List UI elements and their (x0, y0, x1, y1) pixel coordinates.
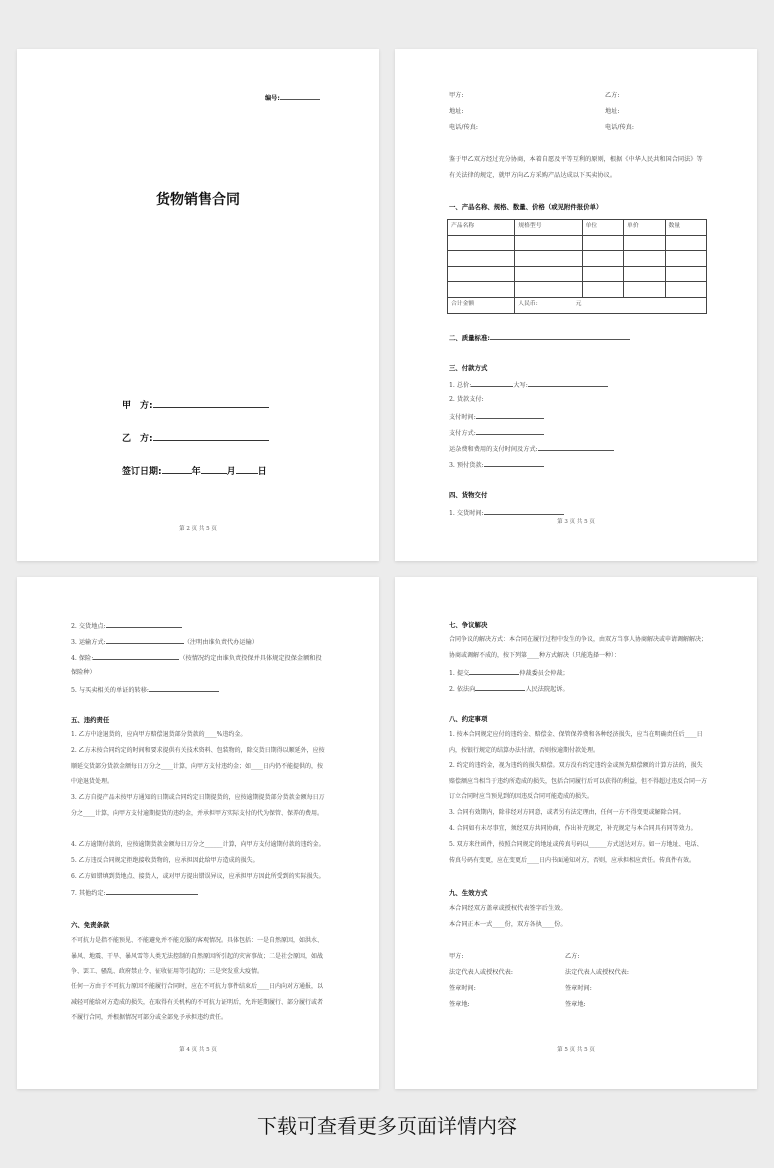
agreement-item-4: 4. 合同如有未尽事宜，须经双方共同协商，作出补充规定，补充规定与本合同具有同等效力。 (449, 825, 697, 832)
table-row (448, 297, 707, 313)
pay-method-line: 支付方式: (449, 428, 544, 438)
section-1-heading: 一、产品名称、规格、数量、价格（或见附件报价单） (449, 203, 603, 211)
page-number: 第 5 页 共 5 页 (557, 1047, 595, 1053)
effect-line-1: 本合同经双方盖章或授权代表签字后生效。 (449, 905, 567, 912)
table-cell (665, 282, 707, 298)
page-number: 第 3 页 共 5 页 (557, 519, 595, 525)
sign-place-a: 签章地: (449, 1001, 470, 1008)
table-cell (624, 251, 665, 267)
table-cell (448, 251, 515, 267)
table-cell (665, 235, 707, 251)
table-row (448, 266, 707, 282)
rep-b-label: 法定代表人或授权代表: (565, 969, 629, 976)
table-cell (448, 266, 515, 282)
table-cell (515, 251, 582, 267)
breach-clause-4: 4. 乙方逾期付款的，应按逾期货款金额每日万分之______计算，向甲方支付逾期付款的违约金。 (71, 841, 325, 848)
table-cell (624, 266, 665, 282)
sign-time-b: 签章时间: (565, 985, 592, 992)
page-number: 第 2 页 共 5 页 (179, 526, 217, 532)
effect-line-2: 本合同正本一式____份，双方各执____份。 (449, 921, 567, 928)
force-majeure-1: 不可抗力是指不能预见、不能避免并不能克服的客观情况。具体包括：一是自然原因，如洪水、暴风、地震、干旱、暴风雪等人类无法控制的自然原因所引起的灾害事故；二是社会原因，如战争、罢工、骚乱、政府禁止令、征收征用等引起的；三是突发重大疫情。 (71, 937, 324, 975)
pay-time-line: 支付时间: (449, 412, 544, 422)
section-4-heading: 四、货物交付 (449, 491, 488, 499)
pay-item-2: 2. 货款支付: (449, 396, 484, 403)
table-cell (515, 235, 582, 251)
table-header-cell: 数量 (665, 220, 707, 236)
page-cover (17, 49, 379, 561)
intro-line-2: 有关法律的规定，就甲方向乙方采购产品达成以下买卖协议。 (449, 172, 617, 179)
documents-line: 5. 与买卖相关的单证的转移: (71, 685, 219, 695)
party-a-label: 甲方: (449, 92, 464, 99)
table-cell (582, 235, 623, 251)
transport-line: 3. 运输方式: （注明由谁负责代办运输） (71, 639, 258, 646)
breach-clause-2: 2. 乙方未按合同约定的时间和要求提供有关技术资料、包装物的，除交货日期得以顺延外，应按顺延交货部分货款金额每日万分之____计算，向甲方支付违约金；如____日内仍不能提供的，按中途退货处理。 (71, 747, 325, 785)
section-6-heading: 六、免责条款 (71, 921, 110, 929)
phone-a-label: 电话/传真: (449, 124, 478, 131)
page-terms-2 (17, 577, 379, 1089)
agreement-item-3: 3. 合同有效期内，除非经对方同意，或者另有法定理由，任何一方不得变更或解除合同。 (449, 809, 685, 816)
table-cell (665, 266, 707, 282)
section-3-heading: 三、付款方式 (449, 364, 488, 372)
section-7-heading: 七、争议解决 (449, 621, 488, 629)
table-cell (624, 282, 665, 298)
table-cell (582, 251, 623, 267)
party-b-label: 乙方: (605, 92, 620, 99)
table-cell (665, 251, 707, 267)
dispute-option-1: 1. 提交 仲裁委员会仲裁； (449, 670, 569, 677)
breach-clause-7: 7. 其他约定: (71, 888, 198, 898)
table-row (448, 220, 707, 236)
phone-b-label: 电话/传真: (605, 124, 634, 131)
page-terms-3 (395, 577, 757, 1089)
table-row (448, 282, 707, 298)
sign-time-a: 签章时间: (449, 985, 476, 992)
insurance-line-2: 保险种） (71, 669, 96, 676)
breach-clause-1: 1. 乙方中途退货的，应向甲方赔偿退货部分货款的____%违约金。 (71, 731, 247, 738)
table-cell (582, 282, 623, 298)
section-5-heading: 五、违约责任 (71, 716, 110, 724)
page-number: 第 4 页 共 5 页 (179, 1047, 217, 1053)
table-cell (448, 282, 515, 298)
intro-line-1: 鉴于甲乙双方经过充分协商，本着自愿及平等互利的原则，根据《中华人民共和国合同法》等 (449, 156, 703, 163)
table-header-cell: 规格型号 (515, 220, 582, 236)
sign-party-b: 乙方: (565, 953, 580, 960)
table-row (448, 251, 707, 267)
address-a-label: 地址: (449, 108, 464, 115)
total-label-cell: 合计金额 (448, 297, 515, 313)
insurance-line: 4. 保险: （按情况约定由谁负责投保并具体规定投保金额和投 (71, 655, 322, 662)
sign-party-a: 甲方: (449, 953, 464, 960)
table-header-cell: 单价 (624, 220, 665, 236)
table-cell (582, 266, 623, 282)
breach-clause-6: 6. 乙方如错填到货地点、接货人，或对甲方提出错误异议，应承担甲方因此所受到的实际损失。 (71, 873, 325, 880)
page-terms-1 (395, 49, 757, 561)
pay-total-line: 1. 总价: 大写: (449, 380, 608, 390)
product-table (447, 219, 707, 314)
pay-freight-line: 运杂费和费用的支付时间及方式: (449, 444, 614, 454)
table-cell (515, 282, 582, 298)
breach-clause-3: 3. 乙方自提产品未按甲方通知的日期或合同约定日期提货的，应按逾期提货部分货款金额每日万分之____计算，向甲方支付逾期提货的违约金，并承担甲方实际支付的代为保管、保养的费用。 (71, 794, 325, 817)
sign-date-line: 签订日期: 年 月 日 (122, 464, 267, 477)
agreement-item-1: 1. 按本合同规定应付的违约金、赔偿金、保管保养费和各种经济损失，应当在明确责任后____日内，按银行规定的结算办法付清，否则按逾期付款处理。 (449, 731, 703, 754)
party-b-line: 乙 方: (122, 431, 269, 444)
table-cell (515, 266, 582, 282)
table-cell (448, 235, 515, 251)
contract-number: 编号: (265, 93, 320, 103)
party-a-line: 甲 方: (122, 398, 269, 411)
table-header-cell: 产品名称 (448, 220, 515, 236)
delivery-place-line: 2. 交货地点: (71, 621, 182, 631)
agreement-item-5: 5. 双方来往函件，按照合同规定的地址或传真号码以______方式送达对方。如一方地址、电话、传真号码有变更，应在变更后____日内书面通知对方，否则，应承担相应责任。传真件有效。 (449, 841, 703, 864)
section-8-heading: 八、约定事项 (449, 715, 488, 723)
section-2-heading: 二、质量标准: (449, 333, 630, 342)
sign-place-b: 签章地: (565, 1001, 586, 1008)
rep-a-label: 法定代表人或授权代表: (449, 969, 513, 976)
address-b-label: 地址: (605, 108, 620, 115)
contract-title: 货物销售合同 (156, 192, 240, 208)
table-row (448, 235, 707, 251)
force-majeure-2: 任何一方由于不可抗力原因不能履行合同时，应在不可抗力事件结束后____日内向对方通报，以减轻可能给对方造成的损失，在取得有关机构的不可抗力证明后，允许延期履行、部分履行或者不履行合同，并根据情况可部分或全部免予承担违约责任。 (71, 983, 324, 1021)
pay-item-3: 3. 预付货款: (449, 460, 544, 470)
agreement-item-2: 2. 约定的违约金，视为违约的损失赔偿。双方没有约定违约金或预先赔偿额的计算方法的，损失赔偿额应当相当于违约所造成的损失，包括合同履行后可以获得的利益，但不得超过违反合同一方订立合同时应当预见到的因违反合同可能造成的损失。 (449, 762, 708, 800)
dispute-option-2: 2. 依法向 人民法院起诉。 (449, 686, 569, 693)
total-value-cell: 人民币: 元 (515, 297, 707, 313)
dispute-clause: 合同争议的解决方式：本合同在履行过程中发生的争议，由双方当事人协商解决或申请调解解决；协商或调解不成的，按下列第____种方式解决（只能选择一种）： (449, 636, 708, 659)
download-more-caption: 下载可查看更多页面详情内容 (257, 1114, 517, 1138)
table-header-cell: 单位 (582, 220, 623, 236)
section-9-heading: 九、生效方式 (449, 889, 488, 897)
table-cell (624, 235, 665, 251)
breach-clause-5: 5. 乙方违反合同规定拒绝接收货物的，应承担因此给甲方造成的损失。 (71, 857, 259, 864)
delivery-time-line: 1. 交货时间: (449, 508, 564, 518)
